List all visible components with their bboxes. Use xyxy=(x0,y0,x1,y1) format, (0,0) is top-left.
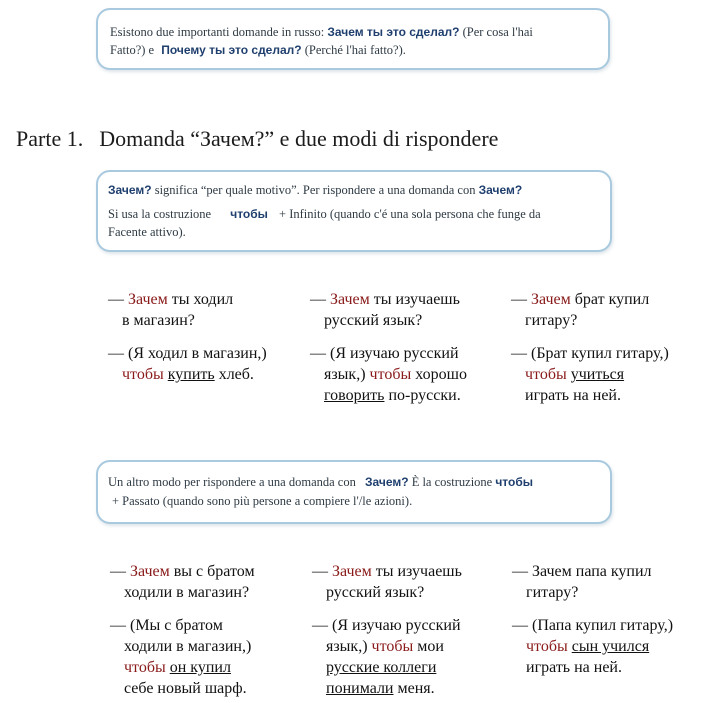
zachem-word: Зачем xyxy=(531,291,571,308)
answer-text: хорошо xyxy=(411,366,467,383)
chtoby-word: чтобы xyxy=(122,366,164,383)
underlined-verb: он купил xyxy=(169,659,231,676)
intro-text-3: Fatto?) e xyxy=(110,43,158,57)
heading-title: Domanda “Зачем?” e due modi di rispondere xyxy=(99,126,499,151)
heading-number: Parte 1. xyxy=(16,126,84,151)
answer-line-1: — (Я изучаю русский xyxy=(312,617,461,634)
example-answer xyxy=(108,343,267,385)
chtoby-word: чтобы xyxy=(526,638,568,655)
intro-question-pochemu: Почему ты это сделал? xyxy=(161,43,302,57)
zachem-word: Зачем xyxy=(332,563,372,580)
dash: — xyxy=(511,291,531,308)
answer-text: играть на ней. xyxy=(526,659,622,676)
answer-text: язык,) xyxy=(324,366,370,383)
answer-text: себе новый шарф. xyxy=(124,680,247,697)
example-question xyxy=(108,289,267,331)
box2-text-1: Un altro modo per rispondere a una domanda con xyxy=(108,475,359,489)
chtoby-word: чтобы xyxy=(525,366,567,383)
dash: — xyxy=(108,291,128,308)
box1-text-2: Si usa la costruzione xyxy=(108,207,215,221)
intro-text-2: (Per cosa l'hai xyxy=(459,25,533,39)
box2-word-chtoby: чтобы xyxy=(495,475,534,489)
explanation-box-1 xyxy=(96,170,612,252)
question-text-line-2: гитару? xyxy=(525,312,578,329)
example-question xyxy=(110,561,255,603)
example-1-col-3 xyxy=(511,289,669,406)
intro-text-1: Esistono due importanti domande in russo: xyxy=(110,25,328,39)
example-answer xyxy=(310,343,467,406)
box2-word-zachem: Зачем? xyxy=(364,475,409,489)
question-text: ты ходил xyxy=(167,291,234,308)
example-answer xyxy=(110,615,255,699)
example-2-col-3 xyxy=(512,561,673,678)
intro-question-zachem: Зачем ты это сделал? xyxy=(327,25,460,39)
dash: — xyxy=(110,563,130,580)
question-text-line-2: в магазин? xyxy=(122,312,195,329)
chtoby-word: чтобы xyxy=(369,366,412,383)
box2-line-1 xyxy=(108,473,533,491)
dash: — xyxy=(310,291,330,308)
underlined-verb: купить xyxy=(167,366,215,383)
example-2-col-1 xyxy=(110,561,255,699)
box1-line-1 xyxy=(108,181,522,199)
box1-word-zachem: Зачем? xyxy=(108,183,152,197)
question-text: вы с братом xyxy=(169,563,255,580)
answer-text: по-русски. xyxy=(384,387,461,404)
section-heading xyxy=(16,126,498,152)
box1-line-2 xyxy=(108,205,541,223)
question-text: — Зачем папа купил xyxy=(512,563,652,580)
example-question xyxy=(512,561,673,603)
answer-line-1: — (Мы с братом xyxy=(110,617,223,634)
box1-text-3: + Infinito (quando c'é una sola persona che funge da xyxy=(275,207,541,221)
intro-line-2 xyxy=(110,41,406,59)
answer-line-1: — (Я изучаю русский xyxy=(310,345,459,362)
example-question xyxy=(312,561,462,603)
example-question xyxy=(310,289,467,331)
question-text-line-2: гитару? xyxy=(526,584,579,601)
answer-line-1: — (Папа купил гитару,) xyxy=(512,617,674,634)
answer-text: язык,) xyxy=(326,638,372,655)
question-text-line-2: ходили в магазин? xyxy=(124,584,250,601)
answer-text: меня. xyxy=(393,680,435,697)
underlined-verb: учиться xyxy=(570,366,625,383)
underlined-phrase: сын учился xyxy=(571,638,650,655)
answer-text: мои xyxy=(413,638,444,655)
example-2-col-2 xyxy=(312,561,462,699)
question-text: ты изучаешь xyxy=(371,563,462,580)
underlined-verb: говорить xyxy=(324,387,385,404)
underlined-phrase: русские коллеги xyxy=(326,659,437,676)
chtoby-word: чтобы xyxy=(371,638,414,655)
zachem-word: Зачем xyxy=(130,563,170,580)
chtoby-word: чтобы xyxy=(124,659,166,676)
question-text: брат купил xyxy=(570,291,650,308)
underlined-verb: понимали xyxy=(326,680,394,697)
example-question xyxy=(511,289,669,331)
intro-text-4: (Perché l'hai fatto?). xyxy=(301,43,406,57)
zachem-word: Зачем xyxy=(128,291,168,308)
example-1-col-1 xyxy=(108,289,267,385)
example-1-col-2 xyxy=(310,289,467,406)
answer-line-1: — (Брат купил гитару,) xyxy=(511,345,669,362)
zachem-word: Зачем xyxy=(330,291,370,308)
box1-word-chtoby: чтобы xyxy=(230,207,268,221)
answer-text: играть на ней. xyxy=(525,387,621,404)
box1-word-zachem-2: Зачем? xyxy=(478,183,523,197)
answer-text: хлеб. xyxy=(214,366,254,383)
box2-text-2: È la costruzione xyxy=(408,475,496,489)
box2-text-3: + Passato (quando sono più persone a compiere l'/le azioni). xyxy=(112,494,413,508)
example-answer xyxy=(512,615,673,678)
example-answer xyxy=(511,343,669,406)
box1-line-3 xyxy=(108,223,186,241)
explanation-box-2 xyxy=(96,460,612,524)
box2-line-2 xyxy=(112,492,412,510)
intro-box xyxy=(96,8,610,70)
answer-line-1: — (Я ходил в магазин,) xyxy=(108,345,267,362)
dash: — xyxy=(312,563,332,580)
example-answer xyxy=(312,615,462,699)
question-text-line-2: русский язык? xyxy=(324,312,423,329)
box1-text-1: significa “per quale motivo”. Per rispondere a una domanda con xyxy=(151,183,479,197)
question-text-line-2: русский язык? xyxy=(326,584,425,601)
answer-line-2: ходили в магазин,) xyxy=(124,638,252,655)
question-text: ты изучаешь xyxy=(369,291,460,308)
intro-line-1 xyxy=(110,23,533,41)
box1-text-4: Facente attivo). xyxy=(108,225,186,239)
